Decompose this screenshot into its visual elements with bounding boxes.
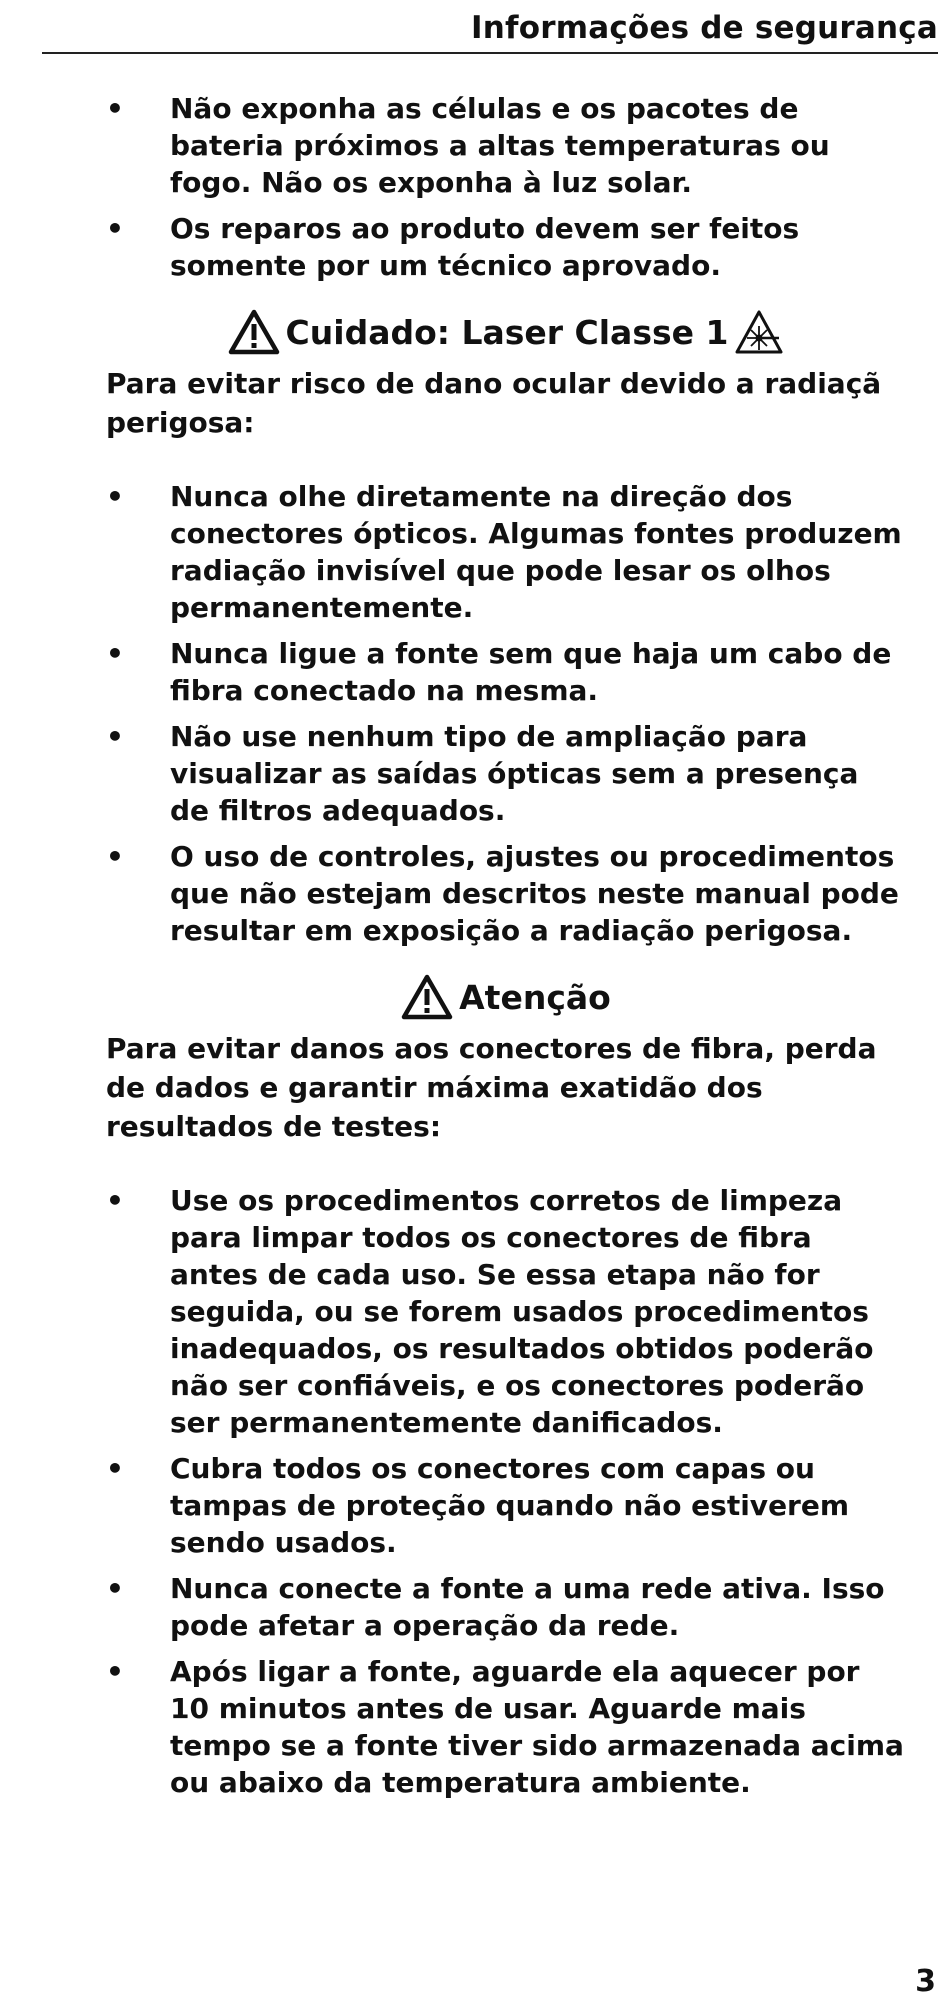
- battery-safety-list: [106, 90, 906, 284]
- laser-caution-title: Cuidado: Laser Classe 1: [285, 312, 729, 352]
- list-item: [106, 478, 906, 626]
- list-item-text: Não exponha as células e os pacotes de bateria próximos a altas temperaturas ou fogo. Não os exponha à luz solar.: [170, 92, 830, 199]
- bullet-icon: •: [106, 1184, 124, 1217]
- list-item-text: Após ligar a fonte, aguarde ela aquecer por 10 minutos antes de usar. Aguarde mais tempo se a fonte tiver sido armazenada acima ou abaixo da temperatura ambiente.: [170, 1655, 904, 1799]
- attention-heading: [106, 969, 906, 1025]
- bullet-icon: •: [106, 1452, 124, 1485]
- laser-safety-list: [106, 478, 906, 949]
- list-item: [106, 90, 906, 201]
- bullet-icon: •: [106, 212, 124, 245]
- bullet-icon: •: [106, 637, 124, 670]
- list-item-text: Use os procedimentos corretos de limpeza para limpar todos os conectores de fibra antes de cada uso. Se essa etapa não for seguida, ou se forem usados procedimentos inadequados, os resultados obtidos poderão não ser confiáveis, e os conectores poderão ser permanentemente danificados.: [170, 1184, 874, 1439]
- list-item: [106, 838, 906, 949]
- laser-intro-text: Para evitar risco de dano ocular devido a radiaçã perigosa:: [106, 367, 882, 439]
- document-body: [106, 90, 906, 1810]
- list-item: [106, 210, 906, 284]
- list-item-text: Nunca olhe diretamente na direção dos conectores ópticos. Algumas fontes produzem radiação invisível que pode lesar os olhos permanentemente.: [170, 480, 902, 624]
- bullet-icon: •: [106, 1655, 124, 1688]
- list-item-text: Não use nenhum tipo de ampliação para visualizar as saídas ópticas sem a presença de filtros adequados.: [170, 720, 859, 827]
- list-item-text: Nunca conecte a fonte a uma rede ativa. Isso pode afetar a operação da rede.: [170, 1572, 885, 1642]
- warning-triangle-icon: [401, 974, 453, 1020]
- list-item: [106, 1182, 906, 1441]
- list-item: [106, 635, 906, 709]
- list-item-text: Cubra todos os conectores com capas ou tampas de proteção quando não estiverem sendo usados.: [170, 1452, 850, 1559]
- attention-safety-list: [106, 1182, 906, 1801]
- laser-caution-heading: [106, 304, 906, 360]
- list-item-text: Nunca ligue a fonte sem que haja um cabo de fibra conectado na mesma.: [170, 637, 892, 707]
- header-divider: [42, 52, 938, 54]
- list-item: [106, 1570, 906, 1644]
- warning-triangle-icon: [228, 309, 280, 355]
- list-item-text: O uso de controles, ajustes ou procedimentos que não estejam descritos neste manual pode resultar em exposição a radiação perigosa.: [170, 840, 899, 947]
- laser-hazard-icon: [734, 309, 784, 355]
- bullet-icon: •: [106, 720, 124, 753]
- list-item: [106, 1653, 906, 1801]
- bullet-icon: •: [106, 1572, 124, 1605]
- list-item-text: Os reparos ao produto devem ser feitos somente por um técnico aprovado.: [170, 212, 800, 282]
- page-number: 3: [915, 1964, 936, 1999]
- bullet-icon: •: [106, 92, 124, 125]
- bullet-icon: •: [106, 840, 124, 873]
- attention-title: Atenção: [459, 977, 611, 1017]
- attention-intro-text: Para evitar danos aos conectores de fibra, perda de dados e garantir máxima exatidão dos resultados de testes:: [106, 1032, 877, 1143]
- bullet-icon: •: [106, 480, 124, 513]
- page-header-title: Informações de segurança: [471, 10, 938, 46]
- list-item: [106, 1450, 906, 1561]
- list-item: [106, 718, 906, 829]
